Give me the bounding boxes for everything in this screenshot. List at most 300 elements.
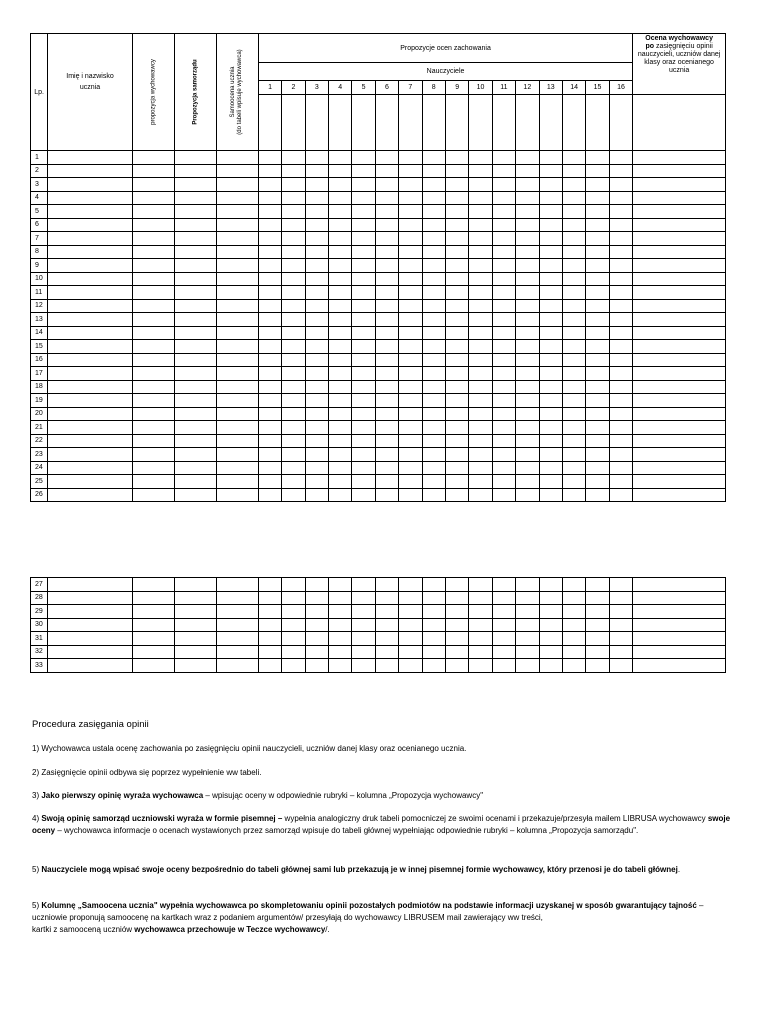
grade-cell[interactable] <box>422 591 445 605</box>
grade-cell[interactable] <box>175 164 217 178</box>
grade-cell[interactable] <box>422 272 445 286</box>
grade-cell[interactable] <box>492 164 515 178</box>
grade-cell[interactable] <box>516 421 539 435</box>
grade-cell[interactable] <box>217 191 259 205</box>
grade-cell[interactable] <box>445 205 468 219</box>
grade-cell[interactable] <box>586 645 609 659</box>
grade-cell[interactable] <box>217 618 259 632</box>
grade-cell[interactable] <box>175 421 217 435</box>
grade-cell[interactable] <box>175 367 217 381</box>
grade-cell[interactable] <box>175 191 217 205</box>
grade-cell[interactable] <box>258 461 281 475</box>
grade-cell[interactable] <box>633 367 726 381</box>
grade-cell[interactable] <box>609 591 632 605</box>
grade-cell[interactable] <box>539 340 562 354</box>
grade-cell[interactable] <box>539 488 562 502</box>
grade-cell[interactable] <box>217 232 259 246</box>
grade-cell[interactable] <box>586 578 609 592</box>
grade-cell[interactable] <box>258 232 281 246</box>
grade-cell[interactable] <box>609 232 633 246</box>
grade-cell[interactable] <box>422 367 445 381</box>
grade-cell[interactable] <box>539 259 562 273</box>
grade-cell[interactable] <box>445 286 468 300</box>
grade-cell[interactable] <box>132 605 175 619</box>
grade-cell[interactable] <box>352 461 375 475</box>
grade-cell[interactable] <box>217 434 259 448</box>
grade-cell[interactable] <box>586 605 609 619</box>
grade-cell[interactable] <box>562 259 585 273</box>
grade-cell[interactable] <box>399 659 422 673</box>
grade-cell[interactable] <box>352 578 375 592</box>
grade-cell[interactable] <box>329 272 352 286</box>
grade-cell[interactable] <box>132 245 175 259</box>
grade-cell[interactable] <box>375 218 398 232</box>
grade-cell[interactable] <box>217 299 259 313</box>
grade-cell[interactable] <box>282 299 305 313</box>
grade-cell[interactable] <box>586 618 609 632</box>
grade-cell[interactable] <box>422 218 445 232</box>
grade-cell[interactable] <box>422 421 445 435</box>
grade-cell[interactable] <box>399 205 422 219</box>
grade-cell[interactable] <box>375 164 398 178</box>
grade-cell[interactable] <box>375 659 398 673</box>
grade-cell[interactable] <box>305 475 328 489</box>
grade-cell[interactable] <box>282 421 305 435</box>
grade-cell[interactable] <box>375 461 398 475</box>
grade-cell[interactable] <box>469 461 492 475</box>
grade-cell[interactable] <box>329 353 352 367</box>
grade-cell[interactable] <box>609 205 633 219</box>
grade-cell[interactable] <box>469 313 492 327</box>
grade-cell[interactable] <box>375 618 398 632</box>
grade-cell[interactable] <box>132 434 175 448</box>
grade-cell[interactable] <box>469 448 492 462</box>
grade-cell[interactable] <box>282 394 305 408</box>
grade-cell[interactable] <box>609 578 632 592</box>
grade-cell[interactable] <box>562 326 585 340</box>
grade-cell[interactable] <box>422 645 445 659</box>
grade-cell[interactable] <box>375 475 398 489</box>
grade-cell[interactable] <box>469 578 492 592</box>
student-name-cell[interactable] <box>48 191 132 205</box>
grade-cell[interactable] <box>282 178 305 192</box>
grade-cell[interactable] <box>516 434 539 448</box>
grade-cell[interactable] <box>539 448 562 462</box>
grade-cell[interactable] <box>492 605 515 619</box>
grade-cell[interactable] <box>422 461 445 475</box>
grade-cell[interactable] <box>445 245 468 259</box>
grade-cell[interactable] <box>399 380 422 394</box>
grade-cell[interactable] <box>422 475 445 489</box>
grade-cell[interactable] <box>492 326 515 340</box>
grade-cell[interactable] <box>132 448 175 462</box>
grade-cell[interactable] <box>175 434 217 448</box>
grade-cell[interactable] <box>352 618 375 632</box>
grade-cell[interactable] <box>445 164 468 178</box>
grade-cell[interactable] <box>586 380 609 394</box>
grade-cell[interactable] <box>492 340 515 354</box>
grade-cell[interactable] <box>132 659 175 673</box>
grade-cell[interactable] <box>217 367 259 381</box>
grade-cell[interactable] <box>422 259 445 273</box>
grade-cell[interactable] <box>563 578 586 592</box>
grade-cell[interactable] <box>516 591 539 605</box>
grade-cell[interactable] <box>352 394 375 408</box>
grade-cell[interactable] <box>633 645 726 659</box>
grade-cell[interactable] <box>469 394 492 408</box>
grade-cell[interactable] <box>469 591 492 605</box>
grade-cell[interactable] <box>352 488 375 502</box>
grade-cell[interactable] <box>217 313 259 327</box>
grade-cell[interactable] <box>258 632 281 646</box>
grade-cell[interactable] <box>132 259 175 273</box>
grade-cell[interactable] <box>399 272 422 286</box>
grade-cell[interactable] <box>282 475 305 489</box>
grade-cell[interactable] <box>609 488 633 502</box>
grade-cell[interactable] <box>609 178 633 192</box>
student-name-cell[interactable] <box>48 326 132 340</box>
grade-cell[interactable] <box>586 151 609 165</box>
grade-cell[interactable] <box>586 313 609 327</box>
grade-cell[interactable] <box>399 151 422 165</box>
grade-cell[interactable] <box>132 488 175 502</box>
student-name-cell[interactable] <box>48 218 132 232</box>
grade-cell[interactable] <box>329 218 352 232</box>
grade-cell[interactable] <box>282 151 305 165</box>
grade-cell[interactable] <box>132 313 175 327</box>
grade-cell[interactable] <box>492 299 515 313</box>
grade-cell[interactable] <box>329 434 352 448</box>
grade-cell[interactable] <box>422 605 445 619</box>
grade-cell[interactable] <box>258 591 281 605</box>
grade-cell[interactable] <box>469 618 492 632</box>
grade-cell[interactable] <box>352 367 375 381</box>
student-name-cell[interactable] <box>48 164 132 178</box>
grade-cell[interactable] <box>352 407 375 421</box>
grade-cell[interactable] <box>305 286 328 300</box>
grade-cell[interactable] <box>399 448 422 462</box>
grade-cell[interactable] <box>633 488 726 502</box>
grade-cell[interactable] <box>217 475 259 489</box>
grade-cell[interactable] <box>282 645 305 659</box>
grade-cell[interactable] <box>217 659 259 673</box>
grade-cell[interactable] <box>399 232 422 246</box>
grade-cell[interactable] <box>132 421 175 435</box>
grade-cell[interactable] <box>305 326 328 340</box>
grade-cell[interactable] <box>445 353 468 367</box>
grade-cell[interactable] <box>562 407 585 421</box>
grade-cell[interactable] <box>633 659 726 673</box>
grade-cell[interactable] <box>609 618 632 632</box>
grade-cell[interactable] <box>609 286 633 300</box>
grade-cell[interactable] <box>175 591 217 605</box>
grade-cell[interactable] <box>586 434 609 448</box>
grade-cell[interactable] <box>586 164 609 178</box>
grade-cell[interactable] <box>609 645 632 659</box>
grade-cell[interactable] <box>375 645 398 659</box>
grade-cell[interactable] <box>399 164 422 178</box>
grade-cell[interactable] <box>422 488 445 502</box>
student-name-cell[interactable] <box>48 605 132 619</box>
grade-cell[interactable] <box>399 218 422 232</box>
grade-cell[interactable] <box>445 232 468 246</box>
grade-cell[interactable] <box>446 605 469 619</box>
grade-cell[interactable] <box>132 407 175 421</box>
grade-cell[interactable] <box>282 191 305 205</box>
grade-cell[interactable] <box>375 578 398 592</box>
student-name-cell[interactable] <box>48 272 132 286</box>
grade-cell[interactable] <box>375 632 398 646</box>
grade-cell[interactable] <box>539 645 562 659</box>
grade-cell[interactable] <box>469 232 492 246</box>
grade-cell[interactable] <box>282 340 305 354</box>
grade-cell[interactable] <box>422 659 445 673</box>
grade-cell[interactable] <box>539 245 562 259</box>
grade-cell[interactable] <box>539 164 562 178</box>
grade-cell[interactable] <box>469 353 492 367</box>
grade-cell[interactable] <box>329 591 352 605</box>
grade-cell[interactable] <box>282 632 305 646</box>
grade-cell[interactable] <box>609 259 633 273</box>
grade-cell[interactable] <box>586 632 609 646</box>
grade-cell[interactable] <box>175 286 217 300</box>
student-name-cell[interactable] <box>48 434 132 448</box>
grade-cell[interactable] <box>539 421 562 435</box>
grade-cell[interactable] <box>492 367 515 381</box>
grade-cell[interactable] <box>445 340 468 354</box>
grade-cell[interactable] <box>132 340 175 354</box>
grade-cell[interactable] <box>282 164 305 178</box>
grade-cell[interactable] <box>132 326 175 340</box>
grade-cell[interactable] <box>446 645 469 659</box>
grade-cell[interactable] <box>445 488 468 502</box>
grade-cell[interactable] <box>445 434 468 448</box>
grade-cell[interactable] <box>258 380 281 394</box>
grade-cell[interactable] <box>469 205 492 219</box>
student-name-cell[interactable] <box>48 380 132 394</box>
grade-cell[interactable] <box>258 205 281 219</box>
grade-cell[interactable] <box>375 421 398 435</box>
grade-cell[interactable] <box>539 632 562 646</box>
grade-cell[interactable] <box>305 164 328 178</box>
grade-cell[interactable] <box>609 407 633 421</box>
grade-cell[interactable] <box>516 618 539 632</box>
grade-cell[interactable] <box>375 245 398 259</box>
grade-cell[interactable] <box>217 407 259 421</box>
grade-cell[interactable] <box>586 286 609 300</box>
grade-cell[interactable] <box>282 286 305 300</box>
grade-cell[interactable] <box>375 488 398 502</box>
grade-cell[interactable] <box>258 394 281 408</box>
grade-cell[interactable] <box>352 380 375 394</box>
grade-cell[interactable] <box>329 448 352 462</box>
grade-cell[interactable] <box>258 659 281 673</box>
student-name-cell[interactable] <box>48 591 132 605</box>
grade-cell[interactable] <box>609 218 633 232</box>
grade-cell[interactable] <box>258 313 281 327</box>
grade-cell[interactable] <box>305 421 328 435</box>
grade-cell[interactable] <box>422 407 445 421</box>
grade-cell[interactable] <box>586 245 609 259</box>
grade-cell[interactable] <box>375 394 398 408</box>
grade-cell[interactable] <box>445 259 468 273</box>
grade-cell[interactable] <box>132 151 175 165</box>
grade-cell[interactable] <box>399 407 422 421</box>
grade-cell[interactable] <box>586 326 609 340</box>
grade-cell[interactable] <box>516 259 539 273</box>
grade-cell[interactable] <box>563 659 586 673</box>
grade-cell[interactable] <box>422 245 445 259</box>
grade-cell[interactable] <box>563 605 586 619</box>
grade-cell[interactable] <box>282 605 305 619</box>
grade-cell[interactable] <box>352 313 375 327</box>
grade-cell[interactable] <box>399 286 422 300</box>
grade-cell[interactable] <box>132 618 175 632</box>
grade-cell[interactable] <box>258 164 281 178</box>
grade-cell[interactable] <box>633 245 726 259</box>
grade-cell[interactable] <box>469 367 492 381</box>
grade-cell[interactable] <box>492 448 515 462</box>
grade-cell[interactable] <box>375 448 398 462</box>
grade-cell[interactable] <box>609 151 633 165</box>
grade-cell[interactable] <box>329 618 352 632</box>
grade-cell[interactable] <box>586 353 609 367</box>
grade-cell[interactable] <box>352 178 375 192</box>
grade-cell[interactable] <box>258 434 281 448</box>
student-name-cell[interactable] <box>48 259 132 273</box>
grade-cell[interactable] <box>586 191 609 205</box>
grade-cell[interactable] <box>422 434 445 448</box>
grade-cell[interactable] <box>633 218 726 232</box>
grade-cell[interactable] <box>563 618 586 632</box>
grade-cell[interactable] <box>609 245 633 259</box>
student-name-cell[interactable] <box>48 618 132 632</box>
grade-cell[interactable] <box>175 394 217 408</box>
grade-cell[interactable] <box>132 367 175 381</box>
grade-cell[interactable] <box>469 326 492 340</box>
grade-cell[interactable] <box>586 659 609 673</box>
grade-cell[interactable] <box>217 286 259 300</box>
grade-cell[interactable] <box>516 461 539 475</box>
grade-cell[interactable] <box>399 591 422 605</box>
grade-cell[interactable] <box>516 299 539 313</box>
grade-cell[interactable] <box>399 191 422 205</box>
grade-cell[interactable] <box>422 232 445 246</box>
grade-cell[interactable] <box>469 605 492 619</box>
student-name-cell[interactable] <box>48 205 132 219</box>
grade-cell[interactable] <box>352 299 375 313</box>
grade-cell[interactable] <box>217 164 259 178</box>
grade-cell[interactable] <box>258 299 281 313</box>
grade-cell[interactable] <box>375 380 398 394</box>
grade-cell[interactable] <box>258 448 281 462</box>
student-name-cell[interactable] <box>48 475 132 489</box>
grade-cell[interactable] <box>305 394 328 408</box>
grade-cell[interactable] <box>539 434 562 448</box>
grade-cell[interactable] <box>305 380 328 394</box>
grade-cell[interactable] <box>282 367 305 381</box>
grade-cell[interactable] <box>329 632 352 646</box>
grade-cell[interactable] <box>492 591 515 605</box>
grade-cell[interactable] <box>562 434 585 448</box>
grade-cell[interactable] <box>329 380 352 394</box>
grade-cell[interactable] <box>329 340 352 354</box>
grade-cell[interactable] <box>516 448 539 462</box>
student-name-cell[interactable] <box>48 578 132 592</box>
grade-cell[interactable] <box>329 578 352 592</box>
grade-cell[interactable] <box>399 632 422 646</box>
grade-cell[interactable] <box>422 151 445 165</box>
grade-cell[interactable] <box>305 461 328 475</box>
grade-cell[interactable] <box>375 299 398 313</box>
grade-cell[interactable] <box>258 326 281 340</box>
grade-cell[interactable] <box>562 421 585 435</box>
grade-cell[interactable] <box>305 488 328 502</box>
grade-cell[interactable] <box>132 299 175 313</box>
grade-cell[interactable] <box>445 407 468 421</box>
grade-cell[interactable] <box>305 218 328 232</box>
grade-cell[interactable] <box>633 618 726 632</box>
grade-cell[interactable] <box>516 178 539 192</box>
grade-cell[interactable] <box>175 259 217 273</box>
grade-cell[interactable] <box>258 272 281 286</box>
grade-cell[interactable] <box>609 191 633 205</box>
grade-cell[interactable] <box>422 299 445 313</box>
grade-cell[interactable] <box>562 367 585 381</box>
grade-cell[interactable] <box>375 272 398 286</box>
grade-cell[interactable] <box>445 461 468 475</box>
grade-cell[interactable] <box>375 340 398 354</box>
grade-cell[interactable] <box>375 178 398 192</box>
grade-cell[interactable] <box>562 286 585 300</box>
grade-cell[interactable] <box>305 434 328 448</box>
grade-cell[interactable] <box>175 178 217 192</box>
grade-cell[interactable] <box>282 578 305 592</box>
grade-cell[interactable] <box>633 259 726 273</box>
grade-cell[interactable] <box>305 232 328 246</box>
grade-cell[interactable] <box>446 659 469 673</box>
grade-cell[interactable] <box>609 632 632 646</box>
grade-cell[interactable] <box>329 659 352 673</box>
grade-cell[interactable] <box>352 164 375 178</box>
grade-cell[interactable] <box>562 380 585 394</box>
grade-cell[interactable] <box>633 591 726 605</box>
grade-cell[interactable] <box>329 461 352 475</box>
grade-cell[interactable] <box>217 448 259 462</box>
grade-cell[interactable] <box>258 178 281 192</box>
grade-cell[interactable] <box>352 286 375 300</box>
student-name-cell[interactable] <box>48 178 132 192</box>
grade-cell[interactable] <box>445 475 468 489</box>
grade-cell[interactable] <box>422 191 445 205</box>
grade-cell[interactable] <box>586 488 609 502</box>
grade-cell[interactable] <box>492 475 515 489</box>
grade-cell[interactable] <box>175 313 217 327</box>
grade-cell[interactable] <box>469 632 492 646</box>
grade-cell[interactable] <box>609 605 632 619</box>
grade-cell[interactable] <box>539 272 562 286</box>
grade-cell[interactable] <box>562 191 585 205</box>
grade-cell[interactable] <box>217 353 259 367</box>
grade-cell[interactable] <box>516 645 539 659</box>
grade-cell[interactable] <box>282 353 305 367</box>
grade-cell[interactable] <box>305 605 328 619</box>
grade-cell[interactable] <box>305 578 328 592</box>
grade-cell[interactable] <box>469 434 492 448</box>
grade-cell[interactable] <box>132 632 175 646</box>
grade-cell[interactable] <box>132 380 175 394</box>
grade-cell[interactable] <box>132 591 175 605</box>
